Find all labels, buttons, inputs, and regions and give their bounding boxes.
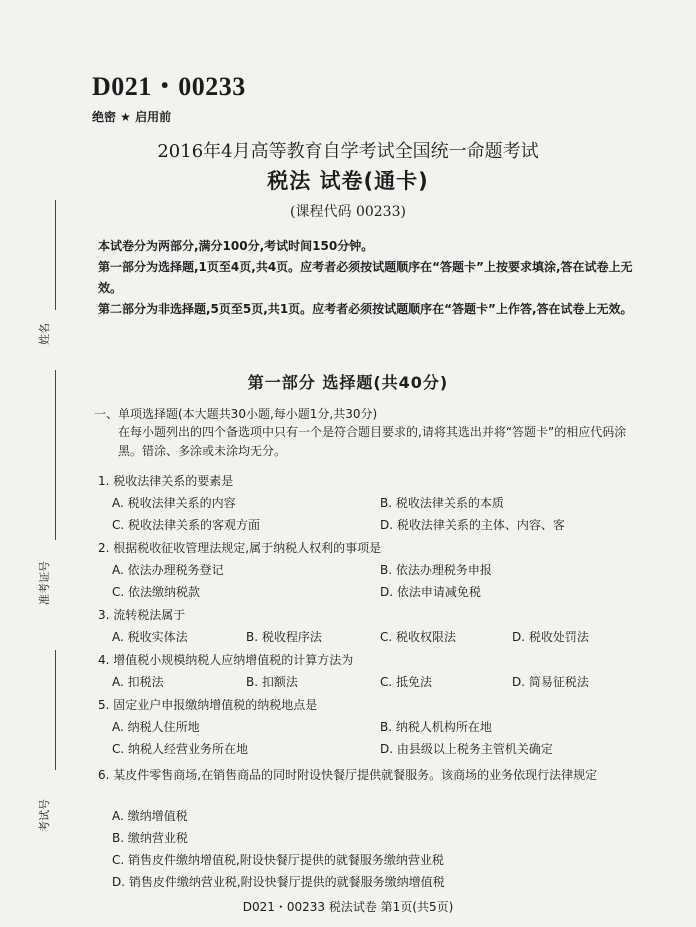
option: B. 缴纳营业税 (112, 831, 188, 845)
exam-title: 2016年4月高等教育自学考试全国统一命题考试 (157, 141, 539, 162)
intro-line: 本试卷分为两部分,满分100分,考试时间150分钟。 (98, 239, 374, 253)
option: A. 依法办理税务登记 (112, 563, 224, 577)
intro-line: 第二部分为非选择题,5页至5页,共1页。应考者必须按试题顺序在“答题卡”上作答,答在试卷上无效。 (98, 302, 633, 316)
admission-label: 准考证号 (38, 561, 51, 605)
question-stem: 3. 流转税法属于 (98, 608, 186, 622)
option: A. 纳税人住所地 (112, 720, 200, 734)
section-title: 一、单项选择题(本大题共30小题,每小题1分,共30分) (94, 407, 378, 421)
secret-label: 绝密 ★ 启用前 (92, 110, 172, 124)
option: D. 简易征税法 (512, 675, 589, 689)
intro-block (98, 236, 646, 320)
question-stem: 1. 税收法律关系的要素是 (98, 474, 234, 488)
option: D. 由县级以上税务主管机关确定 (380, 742, 553, 756)
option: D. 税收法律关系的主体、内容、客 (380, 518, 565, 532)
option: B. 税收法律关系的本质 (380, 496, 504, 510)
part-title: 第一部分 选择题(共40分) (247, 373, 449, 392)
option: B. 扣额法 (246, 675, 298, 689)
option: A. 扣税法 (112, 675, 164, 689)
page-footer: D021・00233 税法试卷 第1页(共5页) (242, 900, 454, 914)
question-stem: 4. 增值税小规模纳税人应纳增值税的计算方法为 (98, 653, 354, 667)
name-label: 姓名 (38, 323, 51, 345)
option: C. 税收法律关系的客观方面 (112, 518, 261, 532)
option: B. 税收程序法 (246, 630, 322, 644)
option: A. 税收法律关系的内容 (112, 496, 236, 510)
option: C. 纳税人经营业务所在地 (112, 742, 249, 756)
option: D. 税收处罚法 (512, 630, 589, 644)
option: D. 依法申请减免税 (380, 585, 481, 599)
question-stem: 6. 某皮件零售商场,在销售商品的同时附设快餐厅提供就餐服务。该商场的业务依现行法律规定 (98, 768, 598, 782)
question-stem: 5. 固定业户申报缴纳增值税的纳税地点是 (98, 698, 318, 712)
option: B. 依法办理税务申报 (380, 563, 492, 577)
admission-line (55, 370, 56, 540)
option: A. 税收实体法 (112, 630, 188, 644)
option: B. 纳税人机构所在地 (380, 720, 492, 734)
option: D. 销售皮件缴纳营业税,附设快餐厅提供的就餐服务缴纳增值税 (112, 875, 445, 889)
option: C. 税收权限法 (380, 630, 457, 644)
option: C. 抵免法 (380, 675, 433, 689)
option: C. 依法缴纳税款 (112, 585, 201, 599)
section-instruction: 在每小题列出的四个备选项中只有一个是符合题目要求的,请将其选出并将“答题卡”的相应代码涂黑。错涂、多涂或未涂均无分。 (118, 425, 627, 458)
exam-no-line (55, 650, 56, 770)
exam-code: D021・00233 (92, 72, 246, 101)
course-code: (课程代码 00233) (290, 204, 406, 220)
intro-line: 第一部分为选择题,1页至4页,共4页。应考者必须按试题顺序在“答题卡”上按要求填涂,答在试卷上无效。 (98, 260, 633, 295)
question-stem: 2. 根据税收征收管理法规定,属于纳税人权利的事项是 (98, 541, 382, 555)
subject-title: 税法 试卷(通卡) (267, 169, 429, 193)
exam-no-label: 考试号 (38, 799, 51, 832)
option: C. 销售皮件缴纳增值税,附设快餐厅提供的就餐服务缴纳营业税 (112, 853, 444, 867)
option: A. 缴纳增值税 (112, 809, 188, 823)
